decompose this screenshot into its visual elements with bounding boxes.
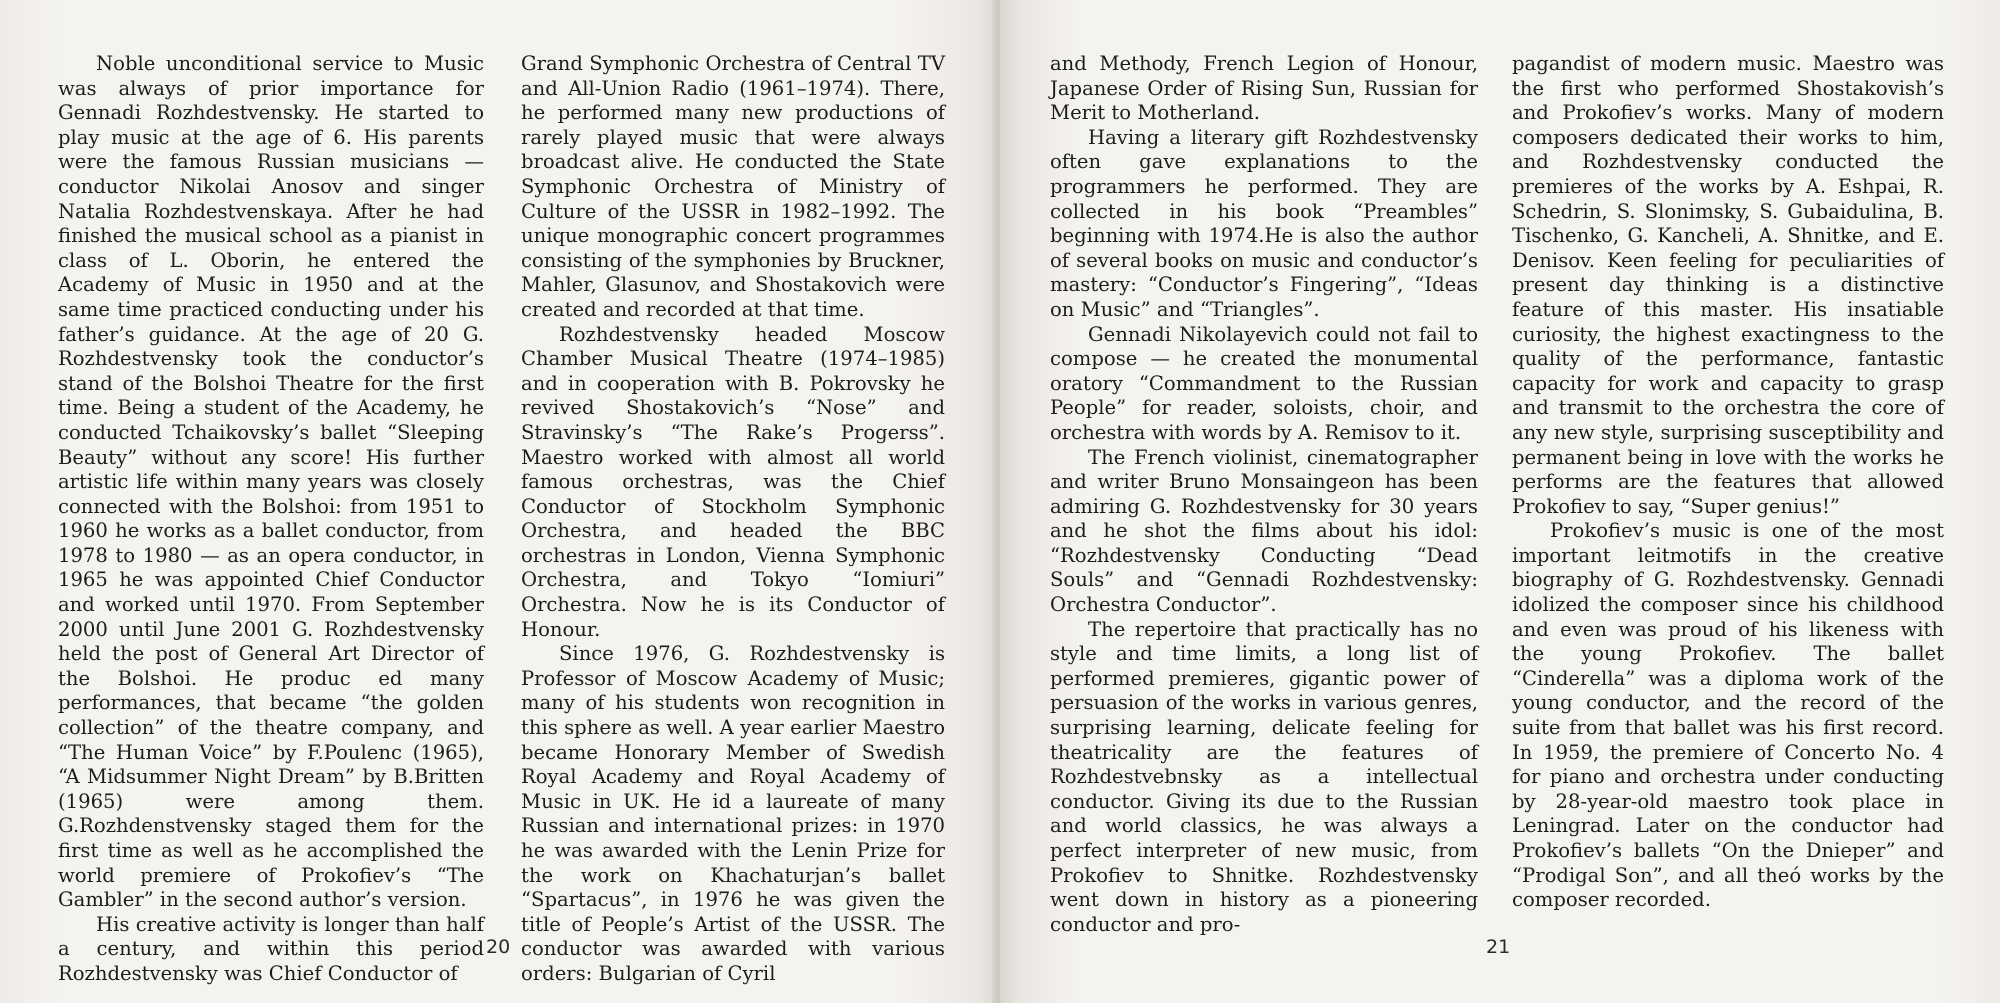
paragraph: Rozhdestvensky headed Moscow Chamber Musical Theatre (1974–1985) and in cooperation with B. Pokrovsky he revived Shostakovich’s “Nose” and Stravinsky’s “The Rake’s Progerss”. Maestro worked with almost all world famous orchestras, was the Chief Conductor of Stockholm Symphonic Orchestra, and headed the BBC orchestras in London, Vienna Symphonic Orchestra, and Tokyo “Iomiuri” Orchestra. Now he is its Conductor of Honour. [521, 322, 945, 641]
paragraph: Having a literary gift Rozhdestvensky often gave explanations to the programmers he performed. They are collected in his book “Preambles” beginning with 1974.He is also the author of several books on music and conductor’s mastery: “Conductor’s Fingering”, “Ideas on Music” and “Triangles”. [1050, 125, 1478, 321]
paragraph: Prokofiev’s music is one of the most important leitmotifs in the creative biography of G. Rozhdestvensky. Gennadi idolized the composer since his childhood and even was proud of his likeness with the young Prokofiev. The ballet “Cinderella” was a diploma work of the young conductor, and the record of the suite from that ballet was his first record. In 1959, the premiere of Concerto No. 4 for piano and orchestra under conducting by 28-year-old maestro took place in Leningrad. Later on the conductor had Prokofiev’s ballets “On the Dnieper” and “Prodigal Son”, and all theó works by the composer recorded. [1512, 519, 1944, 912]
paragraph: Gennadi Nikolayevich could not fail to compose — he created the monumental oratory “Commandment to the Russian People” for reader, soloists, choir, and orchestra with words by A. Remisov to it. [1050, 322, 1478, 444]
paragraph-continued: pagandist of modern music. Maestro was the first who performed Shostakovish’s and Prokofiev’s works. Many of modern composers dedicated their works to him, and Rozhdestvensky conducted the premieres of the works by A. Eshpai, R. Schedrin, S. Slonimsky, S. Gubaidulina, B. Tischenko, G. Kancheli, A. Shnitke, and E. Denisov. Keen feeling for peculiarities of present day thinking is a distinctive feature of this master. His insatiable curiosity, the highest exactingness to the quality of the performance, fantastic capacity for work and capacity to grasp and transmit to the orchestra the core of any new style, surprising susceptibility and permanent being in love with the works he performs are the features that allowed Prokofiev to say, “Super genius!” [1512, 52, 1944, 518]
page-number-left: 20 [486, 936, 511, 958]
paragraph-continued: Grand Symphonic Orchestra of Central TV and All-Union Radio (1961–1974). There, he performed many new productions of rarely played music that were always broadcast alive. He conducted the State Symphonic Orchestra of Ministry of Culture of the USSR in 1982–1992. The unique monographic concert programmes consisting of the symphonies by Bruckner, Mahler, Glasunov, and Shostakovich were created and recorded at that time. [521, 52, 945, 321]
paragraph: Since 1976, G. Rozhdestvensky is Professor of Moscow Academy of Music; many of his students won recognition in this sphere as well. A year earlier Maestro became Honorary Member of Swedish Royal Academy and Royal Academy of Music in UK. He id a laureate of many Russian and international prizes: in 1970 he was awarded with the Lenin Prize for the work on Khachaturjan’s ballet “Spartacus”, in 1976 he was given the title of People’s Artist of the USSR. The conductor was awarded with various orders: Bulgarian of Cyril [521, 642, 945, 985]
left-page [0, 0, 996, 1003]
paragraph: His creative activity is longer than half a century, and within this period Rozhdestvensky was Chief Conductor of [58, 912, 484, 985]
paragraph: The repertoire that practically has no style and time limits, a long list of performed premieres, gigantic power of persuasion of the works in various genres, surprising learning, delicate feeling for theatricality are the features of Rozhdestvebnsky as a intellectual conductor. Giving its due to the Russian and world classics, he was always a perfect interpreter of new music, from Prokofiev to Shnitke. Rozhdestvensky went down in history as a pioneering conductor and pro- [1050, 617, 1478, 936]
page-number-right: 21 [1486, 936, 1511, 958]
paragraph-continued: and Methody, French Legion of Honour, Japanese Order of Rising Sun, Russian for Merit to Motherland. [1050, 52, 1478, 125]
right-page-column-1 [1050, 52, 1478, 937]
paragraph: The French violinist, cinematographer and writer Bruno Monsaingeon has been admiring G. Rozhdestvensky for 30 years and he shot the films about his idol: “Rozhdestvensky Conducting “Dead Souls” and “Gennadi Rozhdestvensky: Orchestra Conductor”. [1050, 445, 1478, 617]
right-page-column-2 [1512, 52, 1944, 913]
left-page-column-2 [521, 52, 945, 987]
left-page-column-1 [58, 52, 484, 987]
paragraph: Noble unconditional service to Music was always of prior importance for Gennadi Rozhdestvensky. He started to play music at the age of 6. His parents were the famous Russian musicians — conductor Nikolai Anosov and singer Natalia Rozhdestvenskaya. After he had finished the musical school as a pianist in class of L. Oborin, he entered the Academy of Music in 1950 and at the same time practiced conducting under his father’s guidance. At the age of 20 G. Rozhdestvensky took the conductor’s stand of the Bolshoi Theatre for the first time. Being a student of the Academy, he conducted Tchaikovsky’s ballet “Sleeping Beauty” without any score! His further artistic life within many years was closely connected with the Bolshoi: from 1951 to 1960 he works as a ballet conductor, from 1978 to 1980 — as an opera conductor, in 1965 he was appointed Chief Conductor and worked until 1970. From September 2000 until June 2001 G. Rozhdestvensky held the post of General Art Director of the Bolshoi. He produc ed many performances, that became “the golden collection” of the theatre company, and “The Human Voice” by F.Poulenc (1965), “A Midsummer Night Dream” by B.Britten (1965) were among them. G.Rozhdenstvensky staged them for the first time as well as he accomplished the world premiere of Prokofiev’s “The Gambler” in the second author’s version. [58, 52, 484, 912]
